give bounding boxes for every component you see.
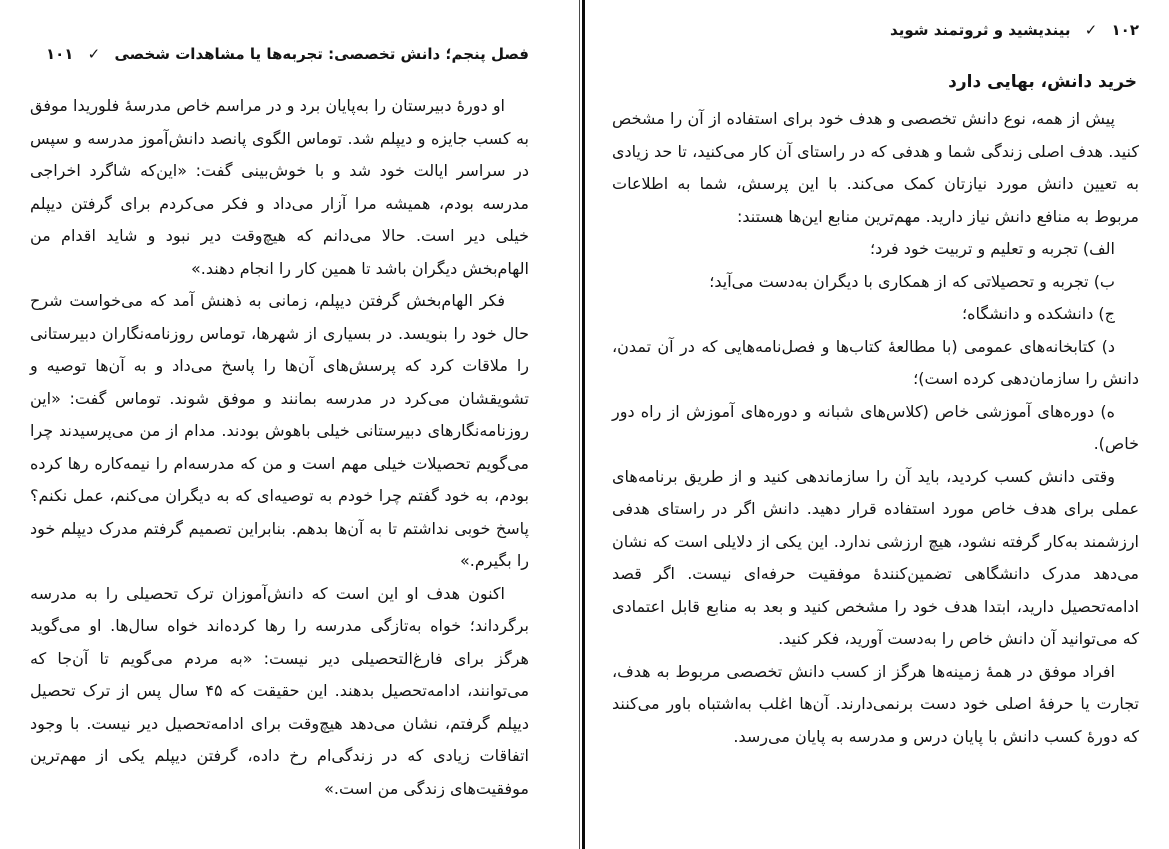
paragraph-success: افراد موفق در همهٔ زمینه‌ها هرگز از کسب دانش تخصصی مربوط به هدف، تجارت یا حرفهٔ اصلی خود دست برنمی‌دارند. آن‌ها اغلب به‌اشتباه باور می‌کنند که دورهٔ کسب دانش با پایان درس و مدرسه به پایان می‌رسد. [612,661,1139,746]
paragraph-goal: اکنون هدف او این است که دانش‌آموزان ترک تحصیلی را به مدرسه برگرداند؛ خواه به‌تازگی مدرسه را رها کرده‌اند خواه سال‌ها. او می‌گوید هرگز برای فارغ‌التحصیلی دیر نیست: «به مردم می‌گویم تا آن‌جا که می‌توانند، ادامه‌تحصیل بدهند. این حقیقت که ۴۵ سال پس از ترک تحصیل دیپلم گرفتم، نشان می‌دهد هیچ‌وقت برای ادامه‌تحصیل دیر نیست. با وجود اتفاقات زیادی که در زندگی‌ام رخ داده، گرفتن دیپلم یکی از مهم‌ترین موفقیت‌های زندگی من است.» [30,583,530,798]
list-item-he: ه) دوره‌های آموزشی خاص (کلاس‌های شبانه و دوره‌های آموزش از راه دور خاص). [612,401,1139,453]
list-item-be: ب) تجربه و تحصیلاتی که از همکاری با دیگران به‌دست می‌آید؛ [709,271,1115,291]
section-heading: خرید دانش، بهایی دارد [948,72,1137,92]
running-header-left [30,44,529,64]
page-left-101 [0,0,579,849]
paragraph-graduation: او دورهٔ دبیرستان را به‌پایان برد و در مراسم خاص مدرسهٔ فلوریدا موفق به کسب جایزه و دیپلم شد. توماس الگوی پانصد دانش‌آموز مدرسه و سپس در سراسر ایالت خود شد و با خوش‌بینی گفت: «این‌که شاگرد اخراجی مدرسه بودم، همیشه مرا آزار می‌داد و فکر می‌کردم برای گرفتن دیپلم خیلی دیر است. حالا می‌دانم که هیچ‌وقت دیر نبود و شاید اقدام من الهام‌بخش دیگران باشد تا همین کار را انجام دهند.» [30,96,529,278]
check-icon: ✓ [1084,21,1098,39]
page-right-102 [586,0,1169,849]
book-title: بیندیشید و ثروتمند شوید [890,21,1071,39]
page-number-right: ۱۰۲ [1111,21,1139,39]
list-item-dal: د) کتابخانه‌های عمومی (با مطالعهٔ کتاب‌ها و فصل‌نامه‌هایی که در آن تمدن، دانش را سازمان‌دهی کرده است)؛ [612,336,1139,388]
chapter-title: فصل پنجم؛ دانش تخصصی: تجربه‌ها یا مشاهدات شخصی [114,45,529,63]
check-icon: ✓ [87,45,101,63]
list-item-jim: ج) دانشکده و دانشگاه؛ [962,304,1115,323]
paragraph-organize: وقتی دانش کسب کردید، باید آن را سازماندهی کنید و از طریق برنامه‌های عملی برای هدف خاص مورد استفاده قرار دهید. دانش اگر در راستای هدفی ارزشمند به‌کار گرفته نشود، هیچ ارزشی ندارد. این یکی از دلایلی است که نشان می‌دهد مدرک دانشگاهی تضمین‌کنندهٔ موفقیت حرفه‌ای نیست. اگر قصد ادامه‌تحصیل دارید، ابتدا هدف خود را مشخص کنید و بعد به منابع قابل اعتمادی که می‌توانید آن دانش خاص را به‌دست آورید، فکر کنید. [612,466,1139,648]
page-number-left: ۱۰۱ [45,45,74,63]
list-item-alef: الف) تجربه و تعلیم و تربیت خود فرد؛ [869,239,1115,258]
running-header-right [612,20,1139,40]
paragraph-intro: پیش از همه، نوع دانش تخصصی و هدف خود برای استفاده از آن را مشخص کنید. هدف اصلی زندگی شما و هدفی که در راستای آن کار می‌کنید، تا حد زیادی به تعیین دانش مورد نیازتان کمک می‌کند. با این پرسش، شما به اطلاعات مربوط به منافع دانش نیاز دارید. مهم‌ترین منابع این‌ها هستند: [612,109,1139,226]
paragraph-idea: فکر الهام‌بخش گرفتن دیپلم، زمانی به ذهنش آمد که می‌خواست شرح حال خود را بنویسد. در بسیاری از شهرها، توماس روزنامه‌نگاران دبیرستانی را ملاقات کرد که پرسش‌های آن‌ها را پاسخ می‌داد و به آن‌ها توصیه و تشویقشان می‌کرد در مدرسه بمانند و موفق شوند. توماس گفت: «این روزنامه‌نگارهای دبیرستانی خیلی باهوش بودند. مدام از من می‌پرسیدند چرا می‌گویم تحصیلات خیلی مهم است و من که مدرسه‌ام را نیمه‌کاره رها کرده بودم، به خود گفتم چرا خودم به توصیه‌ای که به دیگران می‌کنم، عمل نکنم؟ پاسخ خوبی نداشتم تا به آن‌ها بدهم. بنابراین تصمیم گرفتم مدرک دیپلم خود را بگیرم.» [30,291,529,570]
